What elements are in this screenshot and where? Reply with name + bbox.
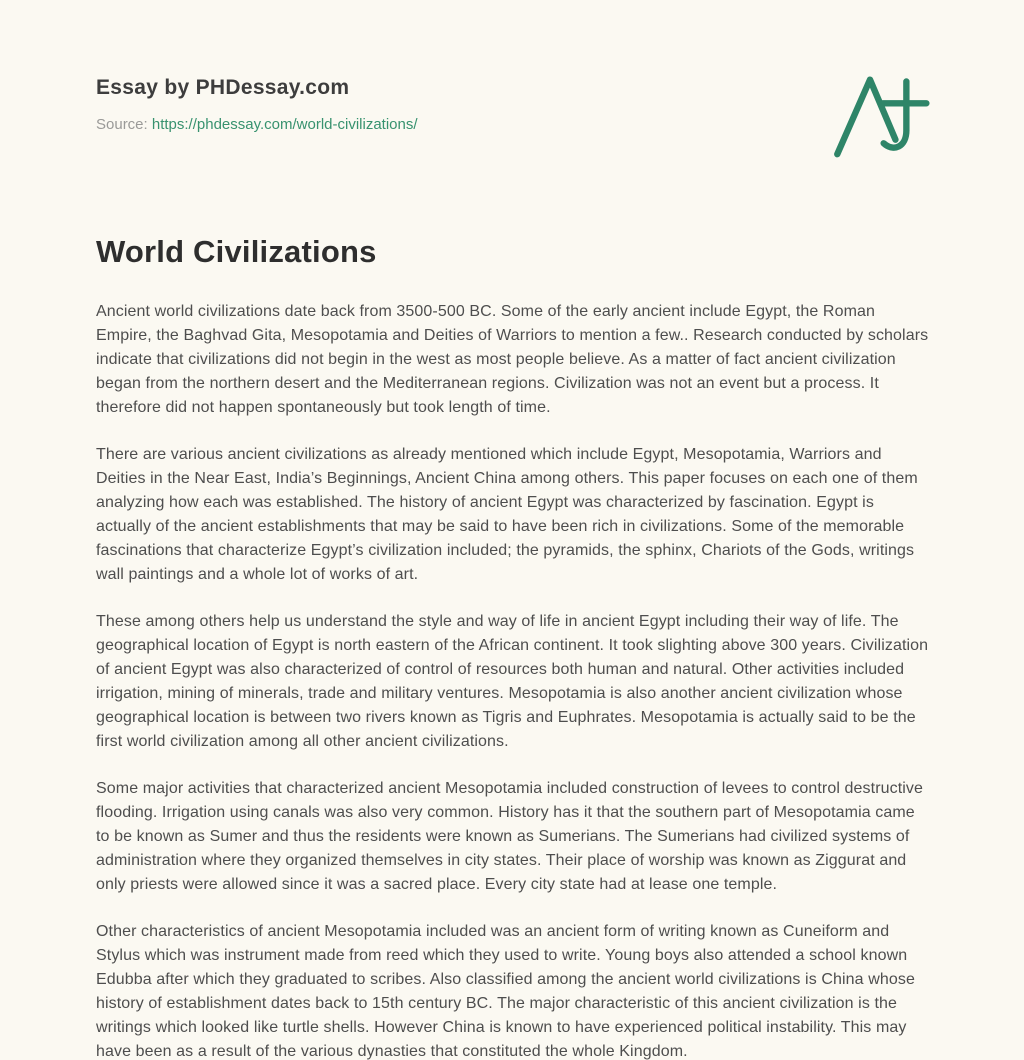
page-header: [96, 76, 930, 168]
phdessay-logo-icon: [830, 70, 930, 162]
essay-paragraph-3: These among others help us understand the style and way of life in ancient Egypt including their way of life. The geographical location of Egypt is north eastern of the African continent. It took slighting above 300 years. Civilization of ancient Egypt was also characterized of control of resources both human and natural. Other activities included irrigation, mining of minerals, trade and military ventures. Mesopotamia is also another ancient civilization whose geographical location is between two rivers known as Tigris and Euphrates. Mesopotamia is actually said to be the first world civilization among all other ancient civilizations.: [96, 613, 929, 750]
byline: Essay by PHDessay.com: [96, 76, 350, 99]
essay-body: [96, 300, 930, 1060]
source-link[interactable]: https://phdessay.com/world-civilizations/: [151, 116, 418, 133]
essay-title: World Civilizations: [96, 234, 377, 269]
essay-paragraph-5: Other characteristics of ancient Mesopotamia included was an ancient form of writing known as Cuneiform and Stylus which was instrument made from reed which they used to write. Young boys also attended a school known Edubba after which they graduated to scribes. Also classified among the ancient world civilizations is China whose history of establishment dates back to 15th century BC. The major characteristic of this ancient civilization is the writings which looked like turtle shells. However China is known to have experienced political instability. This may have been as a result of the various dynasties that constituted the whole Kingdom.: [96, 923, 915, 1060]
source-label: Source:: [96, 116, 148, 133]
essay-paragraph-2: There are various ancient civilizations as already mentioned which include Egypt, Mesopotamia, Warriors and Deities in the Near East, India’s Beginnings, Ancient China among others. This paper focuses on each one of them analyzing how each was established. The history of ancient Egypt was characterized by fascination. Egypt is actually of the ancient establishments that may be said to have been rich in civilizations. Some of the memorable fascinations that characterize Egypt’s civilization included; the pyramids, the sphinx, Chariots of the Gods, writings wall paintings and a whole lot of works of art.: [96, 446, 918, 583]
essay-paragraph-4: Some major activities that characterized ancient Mesopotamia included construction of levees to control destructive flooding. Irrigation using canals was also very common. History has it that the southern part of Mesopotamia came to be known as Sumer and thus the residents were known as Sumerians. The Sumerians had civilized systems of administration where they organized themselves in city states. Their place of worship was known as Ziggurat and only priests were allowed since it was a sacred place. Every city state had at lease one temple.: [96, 780, 924, 893]
essay-paragraph-1: Ancient world civilizations date back from 3500-500 BC. Some of the early ancient include Egypt, the Roman Empire, the Baghvad Gita, Mesopotamia and Deities of Warriors to mention a few.. Research conducted by scholars indicate that civilizations did not begin in the west as most people believe. As a matter of fact ancient civilization began from the northern desert and the Mediterranean regions. Civilization was not an event but a process. It therefore did not happen spontaneously but took length of time.: [96, 303, 929, 416]
header-text-block: [96, 76, 418, 133]
source-line: [96, 116, 418, 133]
